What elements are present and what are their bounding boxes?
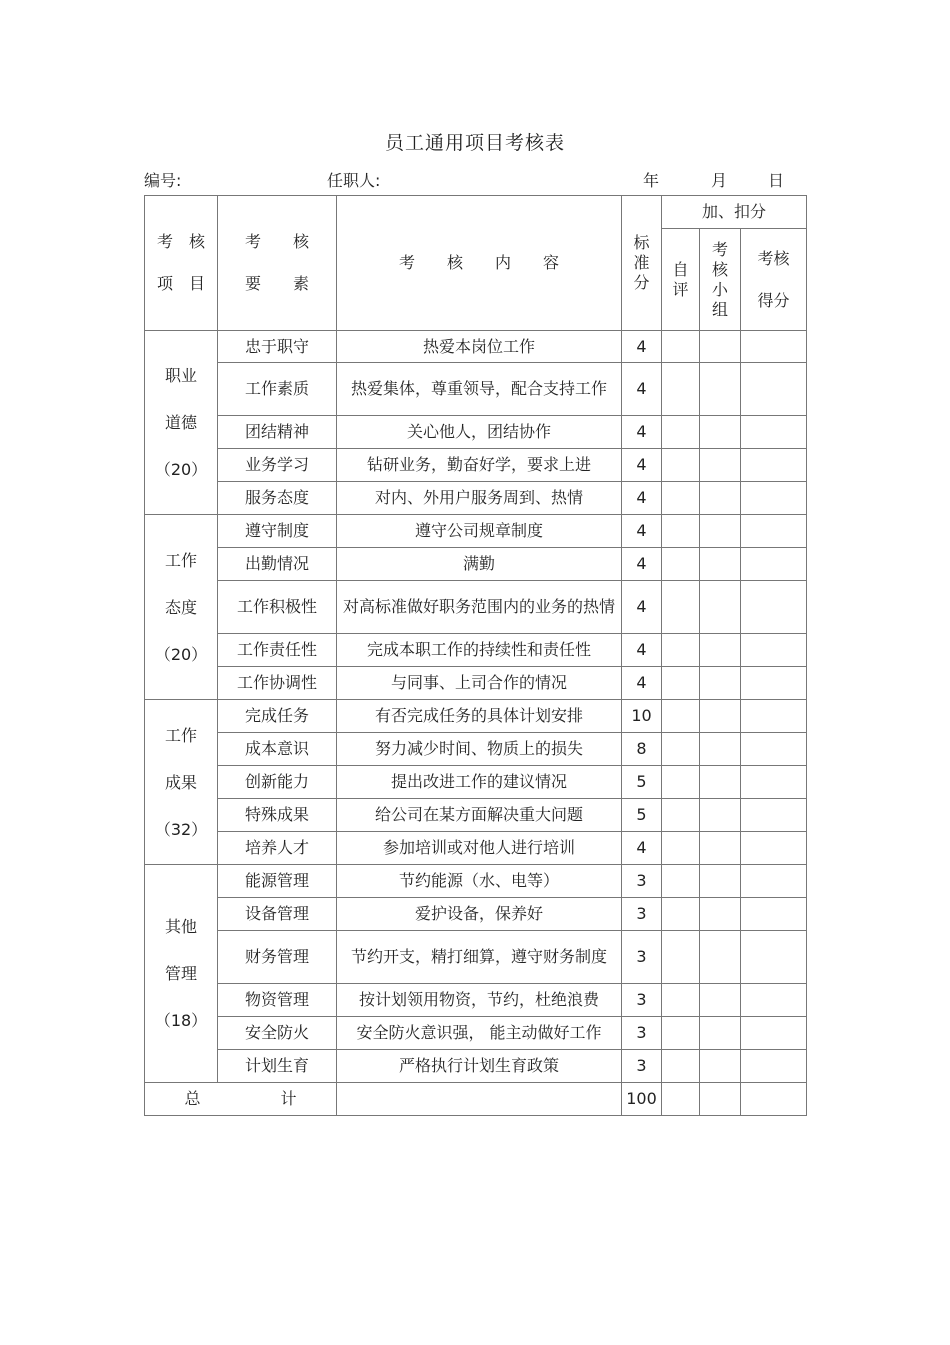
final-score-cell[interactable] bbox=[741, 548, 807, 581]
self-eval-cell[interactable] bbox=[662, 634, 700, 667]
category-cell bbox=[145, 865, 218, 1083]
header-item: 考 核 项 目 bbox=[145, 196, 218, 331]
table-row bbox=[145, 931, 807, 984]
content-cell: 安全防火意识强， 能主动做好工作 bbox=[337, 1017, 622, 1050]
final-score-cell[interactable] bbox=[741, 634, 807, 667]
element-cell: 设备管理 bbox=[218, 898, 337, 931]
content-cell: 按计划领用物资，节约，杜绝浪费 bbox=[337, 984, 622, 1017]
category-cell bbox=[145, 331, 218, 515]
category-line: 其他 bbox=[164, 917, 197, 936]
table-row bbox=[145, 515, 807, 548]
group-eval-cell[interactable] bbox=[700, 482, 741, 515]
table-row bbox=[145, 449, 807, 482]
person-label: 任职人: bbox=[327, 171, 381, 190]
final-score-cell[interactable] bbox=[741, 898, 807, 931]
content-cell: 遵守公司规章制度 bbox=[337, 515, 622, 548]
table-row bbox=[145, 832, 807, 865]
self-eval-cell[interactable] bbox=[662, 766, 700, 799]
self-eval-cell[interactable] bbox=[662, 581, 700, 634]
self-eval-cell[interactable] bbox=[662, 482, 700, 515]
table-row bbox=[145, 581, 807, 634]
final-score-cell[interactable] bbox=[741, 667, 807, 700]
year-label: 年 bbox=[643, 171, 660, 190]
score-cell: 3 bbox=[622, 984, 662, 1017]
self-eval-cell[interactable] bbox=[662, 667, 700, 700]
table-row bbox=[145, 766, 807, 799]
score-cell: 5 bbox=[622, 799, 662, 832]
group-eval-cell[interactable] bbox=[700, 865, 741, 898]
content-cell: 有否完成任务的具体计划安排 bbox=[337, 700, 622, 733]
element-cell: 业务学习 bbox=[218, 449, 337, 482]
assessment-table bbox=[144, 195, 807, 1116]
element-cell: 特殊成果 bbox=[218, 799, 337, 832]
score-cell: 4 bbox=[622, 482, 662, 515]
final-score-cell[interactable] bbox=[741, 363, 807, 416]
score-cell: 4 bbox=[622, 634, 662, 667]
table-row bbox=[145, 865, 807, 898]
self-eval-cell[interactable] bbox=[662, 331, 700, 363]
total-label-right: 计 bbox=[280, 1089, 297, 1108]
element-cell: 遵守制度 bbox=[218, 515, 337, 548]
table-row bbox=[145, 634, 807, 667]
group-eval-cell[interactable] bbox=[700, 667, 741, 700]
group-eval-cell[interactable] bbox=[700, 898, 741, 931]
self-eval-cell[interactable] bbox=[662, 700, 700, 733]
category-line: 工作 bbox=[164, 725, 197, 745]
total-group-cell[interactable] bbox=[700, 1083, 741, 1116]
content-cell: 努力减少时间、物质上的损失 bbox=[337, 733, 622, 766]
self-eval-cell[interactable] bbox=[662, 363, 700, 416]
total-self-cell[interactable] bbox=[662, 1083, 700, 1116]
month-label: 月 bbox=[711, 171, 728, 190]
table-row bbox=[145, 898, 807, 931]
category-cell bbox=[145, 515, 218, 700]
content-cell: 热爱本岗位工作 bbox=[337, 331, 622, 363]
category-line: （32） bbox=[154, 819, 208, 839]
group-eval-cell[interactable] bbox=[700, 363, 741, 416]
score-cell: 3 bbox=[622, 898, 662, 931]
element-cell: 工作素质 bbox=[218, 363, 337, 416]
group-eval-cell[interactable] bbox=[700, 799, 741, 832]
content-cell: 对内、外用户服务周到、热情 bbox=[337, 482, 622, 515]
score-cell: 4 bbox=[622, 331, 662, 363]
group-eval-cell[interactable] bbox=[700, 1017, 741, 1050]
score-cell: 4 bbox=[622, 581, 662, 634]
score-cell: 4 bbox=[622, 667, 662, 700]
content-cell: 满勤 bbox=[337, 548, 622, 581]
header-group: 考 核 小 组 bbox=[700, 229, 741, 331]
content-cell: 严格执行计划生育政策 bbox=[337, 1050, 622, 1083]
category-line: 态度 bbox=[164, 597, 197, 617]
content-cell: 给公司在某方面解决重大问题 bbox=[337, 799, 622, 832]
table-row bbox=[145, 733, 807, 766]
final-score-cell[interactable] bbox=[741, 799, 807, 832]
total-final-cell[interactable] bbox=[741, 1083, 807, 1116]
final-score-cell[interactable] bbox=[741, 984, 807, 1017]
self-eval-cell[interactable] bbox=[662, 931, 700, 984]
content-cell: 爱护设备，保养好 bbox=[337, 898, 622, 931]
element-cell: 成本意识 bbox=[218, 733, 337, 766]
total-row bbox=[145, 1083, 807, 1116]
number-label: 编号: bbox=[144, 171, 182, 190]
table-row bbox=[145, 1017, 807, 1050]
content-cell: 热爱集体，尊重领导，配合支持工作 bbox=[337, 363, 622, 416]
element-cell: 出勤情况 bbox=[218, 548, 337, 581]
table-row bbox=[145, 482, 807, 515]
content-cell: 节约开支，精打细算，遵守财务制度 bbox=[337, 931, 622, 984]
final-score-cell[interactable] bbox=[741, 865, 807, 898]
table-row bbox=[145, 363, 807, 416]
header-final: 考核 得分 bbox=[741, 229, 807, 331]
category-line: 职业 bbox=[164, 366, 197, 385]
final-score-cell[interactable] bbox=[741, 1050, 807, 1083]
content-cell: 与同事、上司合作的情况 bbox=[337, 667, 622, 700]
group-eval-cell[interactable] bbox=[700, 700, 741, 733]
group-eval-cell[interactable] bbox=[700, 449, 741, 482]
category-cell bbox=[145, 700, 218, 865]
group-eval-cell[interactable] bbox=[700, 733, 741, 766]
group-eval-cell[interactable] bbox=[700, 548, 741, 581]
table-row bbox=[145, 984, 807, 1017]
self-eval-cell[interactable] bbox=[662, 799, 700, 832]
score-cell: 4 bbox=[622, 363, 662, 416]
self-eval-cell[interactable] bbox=[662, 449, 700, 482]
group-eval-cell[interactable] bbox=[700, 766, 741, 799]
total-label-left: 总 bbox=[184, 1089, 201, 1108]
group-eval-cell[interactable] bbox=[700, 931, 741, 984]
table-row bbox=[145, 416, 807, 449]
self-eval-cell[interactable] bbox=[662, 416, 700, 449]
score-cell: 4 bbox=[622, 832, 662, 865]
category-line: 成果 bbox=[164, 772, 197, 792]
content-cell: 节约能源（水、电等） bbox=[337, 865, 622, 898]
score-cell: 3 bbox=[622, 1017, 662, 1050]
header-bonus: 加、扣分 bbox=[662, 196, 807, 229]
final-score-cell[interactable] bbox=[741, 449, 807, 482]
content-cell: 钻研业务，勤奋好学，要求上进 bbox=[337, 449, 622, 482]
table-row bbox=[145, 667, 807, 700]
score-cell: 8 bbox=[622, 733, 662, 766]
score-cell: 3 bbox=[622, 865, 662, 898]
element-cell: 工作责任性 bbox=[218, 634, 337, 667]
self-eval-cell[interactable] bbox=[662, 832, 700, 865]
table-row bbox=[145, 1050, 807, 1083]
element-cell: 物资管理 bbox=[218, 984, 337, 1017]
content-cell: 参加培训或对他人进行培训 bbox=[337, 832, 622, 865]
score-cell: 5 bbox=[622, 766, 662, 799]
table-row bbox=[145, 700, 807, 733]
category-line: （20） bbox=[154, 644, 208, 664]
element-cell: 创新能力 bbox=[218, 766, 337, 799]
final-score-cell[interactable] bbox=[741, 733, 807, 766]
self-eval-cell[interactable] bbox=[662, 898, 700, 931]
group-eval-cell[interactable] bbox=[700, 1050, 741, 1083]
group-eval-cell[interactable] bbox=[700, 984, 741, 1017]
final-score-cell[interactable] bbox=[741, 832, 807, 865]
final-score-cell[interactable] bbox=[741, 482, 807, 515]
final-score-cell[interactable] bbox=[741, 515, 807, 548]
element-cell: 团结精神 bbox=[218, 416, 337, 449]
category-line: 工作 bbox=[164, 550, 197, 570]
score-cell: 10 bbox=[622, 700, 662, 733]
final-score-cell[interactable] bbox=[741, 416, 807, 449]
total-label bbox=[145, 1083, 337, 1116]
group-eval-cell[interactable] bbox=[700, 416, 741, 449]
group-eval-cell[interactable] bbox=[700, 832, 741, 865]
self-eval-cell[interactable] bbox=[662, 1050, 700, 1083]
self-eval-cell[interactable] bbox=[662, 865, 700, 898]
element-cell: 培养人才 bbox=[218, 832, 337, 865]
element-cell: 计划生育 bbox=[218, 1050, 337, 1083]
content-cell: 对高标准做好职务范围内的业务的热情 bbox=[337, 581, 622, 634]
element-cell: 工作积极性 bbox=[218, 581, 337, 634]
self-eval-cell[interactable] bbox=[662, 1017, 700, 1050]
element-cell: 服务态度 bbox=[218, 482, 337, 515]
page-title: 员工通用项目考核表 bbox=[384, 132, 565, 154]
content-cell: 关心他人，团结协作 bbox=[337, 416, 622, 449]
element-cell: 完成任务 bbox=[218, 700, 337, 733]
score-cell: 4 bbox=[622, 515, 662, 548]
table-row bbox=[145, 799, 807, 832]
category-line: （20） bbox=[154, 460, 208, 479]
total-score-cell: 100 bbox=[622, 1083, 662, 1116]
group-eval-cell[interactable] bbox=[700, 515, 741, 548]
header-element: 考 核 要 素 bbox=[218, 196, 337, 331]
self-eval-cell[interactable] bbox=[662, 548, 700, 581]
element-cell: 财务管理 bbox=[218, 931, 337, 984]
day-label: 日 bbox=[768, 171, 785, 190]
header-content: 考 核 内 容 bbox=[337, 196, 622, 331]
final-score-cell[interactable] bbox=[741, 331, 807, 363]
element-cell: 忠于职守 bbox=[218, 331, 337, 363]
category-line: 道德 bbox=[164, 413, 197, 432]
final-score-cell[interactable] bbox=[741, 766, 807, 799]
table-row bbox=[145, 548, 807, 581]
element-cell: 能源管理 bbox=[218, 865, 337, 898]
score-cell: 4 bbox=[622, 449, 662, 482]
content-cell: 提出改进工作的建议情况 bbox=[337, 766, 622, 799]
self-eval-cell[interactable] bbox=[662, 515, 700, 548]
group-eval-cell[interactable] bbox=[700, 581, 741, 634]
final-score-cell[interactable] bbox=[741, 1017, 807, 1050]
self-eval-cell[interactable] bbox=[662, 984, 700, 1017]
score-cell: 4 bbox=[622, 416, 662, 449]
content-cell: 完成本职工作的持续性和责任性 bbox=[337, 634, 622, 667]
category-line: （18） bbox=[154, 1011, 208, 1030]
final-score-cell[interactable] bbox=[741, 700, 807, 733]
self-eval-cell[interactable] bbox=[662, 733, 700, 766]
header-self: 自 评 bbox=[662, 229, 700, 331]
header-standard: 标 准 分 bbox=[622, 196, 662, 331]
final-score-cell[interactable] bbox=[741, 931, 807, 984]
final-score-cell[interactable] bbox=[741, 581, 807, 634]
score-cell: 4 bbox=[622, 548, 662, 581]
element-cell: 工作协调性 bbox=[218, 667, 337, 700]
score-cell: 3 bbox=[622, 1050, 662, 1083]
category-line: 管理 bbox=[164, 964, 197, 983]
score-cell: 3 bbox=[622, 931, 662, 984]
table-row bbox=[145, 331, 807, 363]
element-cell: 安全防火 bbox=[218, 1017, 337, 1050]
total-content-cell bbox=[337, 1083, 622, 1116]
group-eval-cell[interactable] bbox=[700, 331, 741, 363]
group-eval-cell[interactable] bbox=[700, 634, 741, 667]
